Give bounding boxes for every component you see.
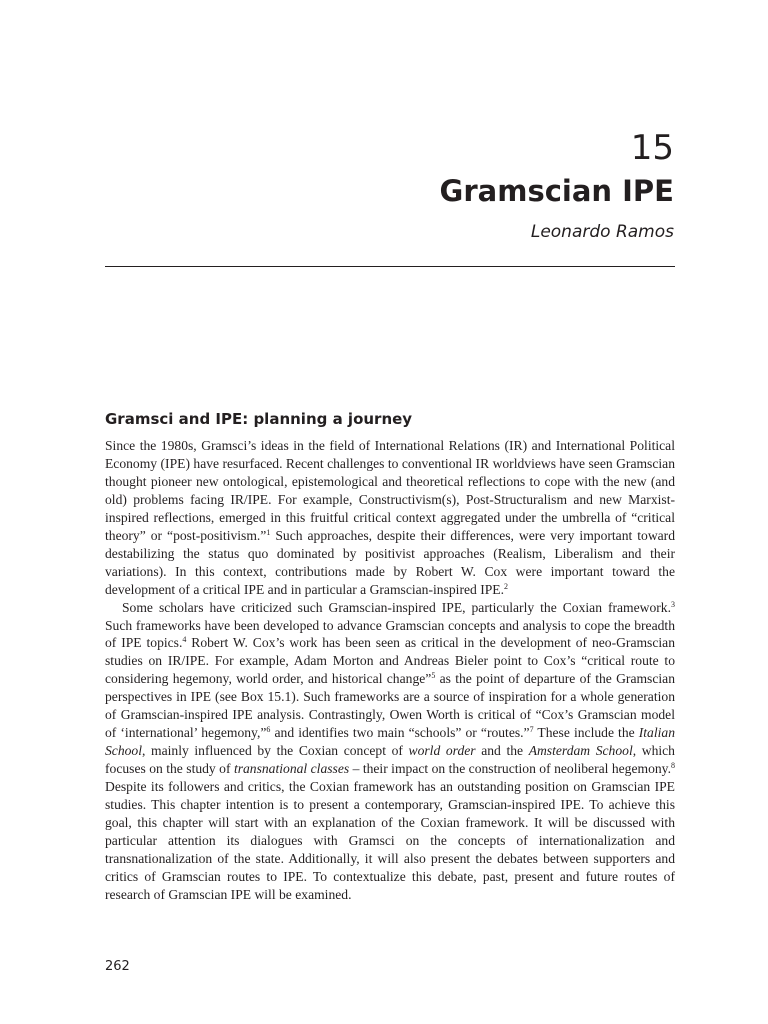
text-run: Since the 1980s, Gramsci’s ideas in the field of International Relations (IR) and International Political Economy (IPE) have resurfaced. Recent challenges to conventional IR worldviews have seen Gramscian thought pioneer new ontological, epistemological and theoretical reflections to cope with the new (and old) problems facing IR/IPE. For example, Constructivism(s), Post-Structuralism and new Marxist-inspired reflections, emerged in this fruitful critical context aggregated under the umbrella of “critical theory” or “post-positivism.” bbox=[105, 438, 675, 543]
italic-term: transnational classes bbox=[233, 761, 350, 777]
body-text bbox=[105, 437, 675, 904]
chapter-title: Gramscian IPE bbox=[439, 174, 674, 208]
footnote-ref: 6 bbox=[266, 725, 271, 735]
text-run: Some scholars have criticized such Gramscian-inspired IPE, particularly the Coxian framework. bbox=[122, 599, 671, 615]
footnote-ref: 4 bbox=[182, 635, 187, 645]
footnote-ref: 7 bbox=[529, 725, 534, 735]
title-divider bbox=[105, 266, 675, 267]
footnote-ref: 3 bbox=[671, 599, 675, 609]
text-run: These include the bbox=[533, 725, 639, 741]
paragraph-1 bbox=[105, 437, 675, 599]
footnote-ref: 1 bbox=[266, 527, 271, 537]
text-run: , mainly influenced by the Coxian concept of bbox=[142, 743, 409, 759]
footnote-ref: 8 bbox=[671, 761, 675, 771]
text-run: Such frameworks have been developed to advance Gramscian concepts and analysis to cope the breadth of IPE topics. bbox=[105, 617, 675, 651]
text-run: Such approaches, despite their differences, were very important toward destabilizing the status quo dominated by positivist approaches (Realism, Liberalism and their variations). In this context, contributions made by Robert W. Cox were important toward the development of a critical IPE and in particular a Gramscian-inspired IPE. bbox=[105, 527, 675, 597]
footnote-ref: 5 bbox=[431, 671, 436, 681]
italic-term: world order bbox=[408, 743, 476, 759]
text-run: Robert W. Cox’s work has been seen as critical in the development of neo-Gramscian studies on IR/IPE. For example, Adam Morton and Andreas Bieler point to Cox’s “critical route to considering hegemony, world order, and historical change” bbox=[105, 635, 675, 687]
text-run: , which focuses on the study of bbox=[105, 743, 675, 777]
paragraph-2 bbox=[105, 599, 675, 904]
text-run: and the bbox=[475, 743, 529, 759]
chapter-author: Leonardo Ramos bbox=[530, 222, 674, 242]
text-run: Despite its followers and critics, the Coxian framework has an outstanding position on Gramscian IPE studies. This chapter intention is to present a contemporary, Gramscian-inspired IPE. To achieve this goal, this chapter will start with an explanation of the Coxian framework. It will be discussed with particular attention its dialogues with Gramsci on the concepts of internationalization and transnationalization of the state. Additionally, it will also present the debates between supporters and critics of Gramscian routes to IPE. To contextualize this debate, past, present and future routes of research of Gramscian IPE will be examined. bbox=[105, 779, 675, 902]
text-run: and identifies two main “schools” or “routes.” bbox=[270, 725, 530, 741]
footnote-ref: 2 bbox=[504, 581, 508, 591]
page-number: 262 bbox=[105, 959, 130, 974]
italic-term: Amsterdam School bbox=[528, 743, 633, 759]
text-run: – their impact on the construction of neoliberal hegemony. bbox=[349, 761, 671, 777]
italic-term: Italian School bbox=[105, 725, 675, 759]
section-heading: Gramsci and IPE: planning a journey bbox=[105, 410, 413, 428]
text-run: as the point of departure of the Gramscian perspectives in IPE (see Box 15.1). Such frameworks are a source of inspiration for a whole generation of Gramscian-inspired IPE analysis. Contrastingly, Owen Worth is critical of “Cox’s Gramscian model of ‘international’ hegemony,” bbox=[105, 671, 675, 741]
chapter-number: 15 bbox=[630, 128, 674, 168]
